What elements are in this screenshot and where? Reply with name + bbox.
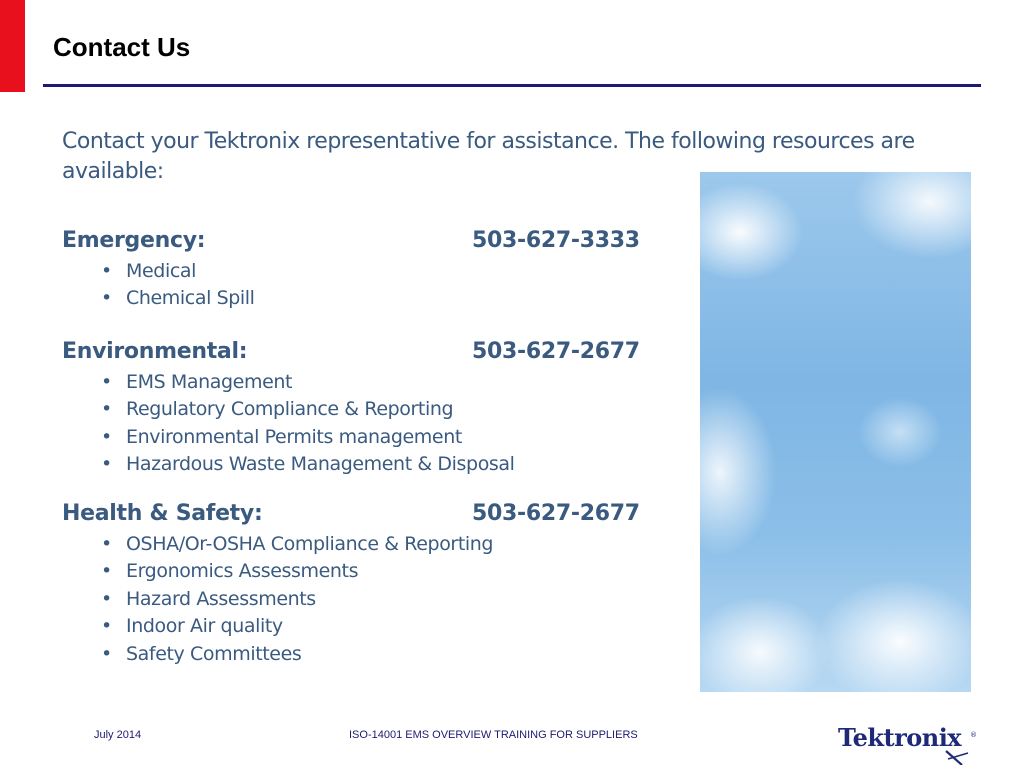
- section-label: Environmental:: [62, 339, 248, 364]
- list-item: • Environmental Permits management: [62, 424, 662, 451]
- bullet-list: [62, 531, 662, 668]
- title-divider: [43, 84, 981, 87]
- section-header: [62, 501, 662, 531]
- bullet-icon: •: [101, 453, 112, 476]
- bullet-icon: •: [101, 371, 112, 393]
- list-item: • Indoor Air quality: [62, 613, 662, 640]
- section-environmental: [62, 339, 662, 479]
- bullet-list: [62, 369, 662, 479]
- list-item: • OSHA/Or-OSHA Compliance & Reporting: [62, 531, 662, 558]
- bullet-icon: •: [101, 587, 112, 610]
- bullet-icon: •: [101, 642, 112, 665]
- registered-mark: ®: [970, 731, 977, 739]
- section-health-safety: [62, 501, 662, 668]
- section-header: [62, 339, 662, 369]
- phone-number: 503-627-3333: [472, 228, 640, 253]
- slide-title: Contact Us: [53, 32, 191, 62]
- list-item: • Ergonomics Assessments: [62, 558, 662, 585]
- phone-number: 503-627-2677: [472, 339, 640, 364]
- section-emergency: [62, 228, 662, 313]
- bullet-icon: •: [101, 533, 112, 555]
- section-header: [62, 228, 662, 258]
- section-label: Health & Safety:: [62, 501, 263, 526]
- list-item: • Chemical Spill: [62, 285, 662, 312]
- bullet-icon: •: [101, 615, 112, 638]
- accent-red-bar: [0, 0, 25, 92]
- bullet-list: [62, 258, 662, 313]
- list-item: • Safety Committees: [62, 641, 662, 668]
- list-item: • Medical: [62, 258, 662, 285]
- phone-number: 503-627-2677: [472, 501, 640, 526]
- footer-date: July 2014: [94, 729, 142, 741]
- intro-text: Contact your Tektronix representative for assistance. The following resources are available:: [62, 129, 915, 184]
- list-item: • EMS Management: [62, 369, 662, 396]
- bullet-icon: •: [101, 260, 112, 282]
- bullet-icon: •: [101, 287, 112, 310]
- tektronix-logo: [838, 723, 978, 765]
- logo-wordmark: Tektronix: [838, 723, 962, 752]
- list-item: • Hazard Assessments: [62, 586, 662, 613]
- sky-clouds-image: [700, 172, 971, 692]
- logo-swoosh-icon: [838, 723, 978, 765]
- bullet-icon: •: [101, 560, 112, 583]
- list-item: • Regulatory Compliance & Reporting: [62, 396, 662, 423]
- bullet-icon: •: [101, 425, 112, 448]
- section-label: Emergency:: [62, 228, 206, 253]
- bullet-icon: •: [101, 398, 112, 421]
- footer-title: ISO-14001 EMS OVERVIEW TRAINING FOR SUPPLIERS: [349, 729, 638, 741]
- list-item: • Hazardous Waste Management & Disposal: [62, 451, 662, 478]
